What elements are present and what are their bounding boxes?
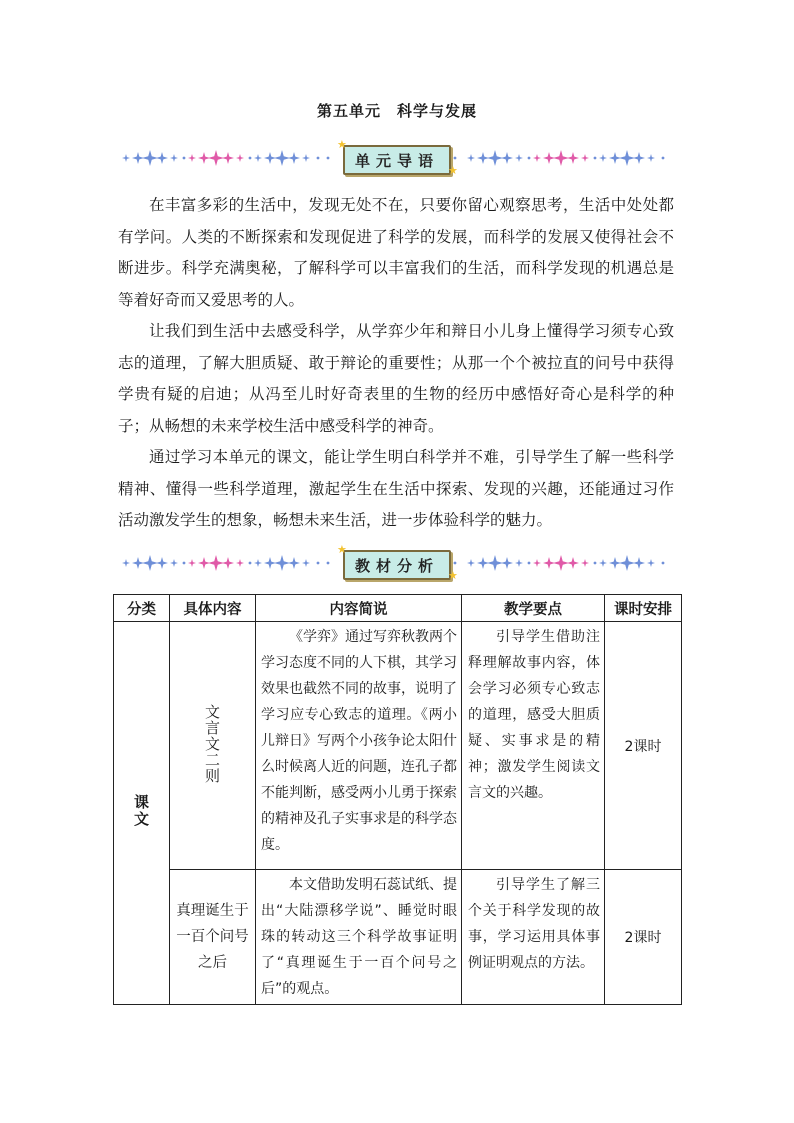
dot-icon <box>594 157 597 160</box>
dot-icon <box>662 562 665 565</box>
intro-banner <box>118 138 676 177</box>
header-content: 具体内容 <box>170 595 256 622</box>
sparkle-icon <box>156 557 168 569</box>
sparkle-icon <box>288 557 300 569</box>
header-category: 分类 <box>114 595 170 622</box>
dot-icon <box>183 157 186 160</box>
header-hours: 课时安排 <box>605 595 682 622</box>
dot-icon <box>317 157 320 160</box>
sparkle-icon <box>633 557 645 569</box>
unit-title: 第五单元 科学与发展 <box>316 102 477 120</box>
sparkle-icon <box>567 152 579 164</box>
sparkle-icon <box>188 559 196 567</box>
dot-icon <box>317 562 320 565</box>
hours-cell: 2课时 <box>605 622 682 870</box>
sparkle-icon <box>274 150 290 166</box>
analysis-badge <box>343 550 451 580</box>
sparkle-icon <box>599 154 607 162</box>
dot-icon <box>249 157 252 160</box>
points-cell: 引导学生借助注释理解故事内容，体会学习必须专心致志的道理，感受大胆质疑、实事求是的精神；激发学生阅读文言文的兴趣。 <box>462 622 605 870</box>
sparkle-icon <box>302 154 310 162</box>
analysis-banner <box>118 543 676 582</box>
hours-cell: 2课时 <box>605 870 682 1005</box>
sparkle-icon <box>467 154 475 162</box>
dot-icon <box>454 157 457 160</box>
sparkle-icon <box>567 557 579 569</box>
sparkle-icon <box>274 555 290 571</box>
intro-paragraph-1: 在丰富多彩的生活中，发现无处不在，只要你留心观察思考，生活中处处都有学问。人类的不断探索和发现促进了科学的发展，而科学的发展又使得社会不断进步。科学充满奥秘，了解科学可以丰富我们的生活，而科学发现的机遇总是等着好奇而又爱思考的人。 <box>118 196 674 309</box>
star-icon: ★ <box>337 543 347 556</box>
sparkle-icon <box>208 150 224 166</box>
sparkle-icon <box>633 152 645 164</box>
sparkle-icon <box>122 154 130 162</box>
content-cell: 真理诞生于一百个问号之后 <box>170 870 256 1005</box>
sparkle-icon <box>487 150 503 166</box>
sparkle-icon <box>647 154 655 162</box>
dot-icon <box>327 562 330 565</box>
sparkle-icon <box>501 152 513 164</box>
dot-icon <box>662 157 665 160</box>
dot-icon <box>454 562 457 565</box>
summary-cell: 《学弈》通过写弈秋教两个学习态度不同的人下棋，其学习效果也截然不同的故事，说明了学习应专心致志的道理。《两小儿辩日》写两个小孩争论太阳什么时候离人近的问题，连孔子都不能判断，感受两小儿勇于探索的精神及孔子实事求是的科学态度。 <box>256 622 462 870</box>
content-cell <box>170 622 256 870</box>
sparkle-icon <box>142 150 158 166</box>
sparkle-icon <box>222 557 234 569</box>
sparkle-icon <box>467 559 475 567</box>
dot-icon <box>327 157 330 160</box>
intro-badge <box>343 145 451 175</box>
sparkle-icon <box>647 559 655 567</box>
sparkle-icon <box>533 154 541 162</box>
sparkle-icon <box>619 555 635 571</box>
star-icon: ★ <box>448 164 458 177</box>
dot-icon <box>183 562 186 565</box>
sparkle-icon <box>170 154 178 162</box>
sparkle-icon <box>222 152 234 164</box>
sparkle-icon <box>236 154 244 162</box>
summary-cell: 本文借助发明石蕊试纸、提出“大陆漂移学说”、睡觉时眼珠的转动这三个科学故事证明了“真理诞生于一百个问号之后”的观点。 <box>256 870 462 1005</box>
table-row <box>114 870 682 1005</box>
category-label: 课文 <box>132 794 150 828</box>
intro-badge-label: 单元导语 <box>354 151 439 170</box>
sparkle-icon <box>142 555 158 571</box>
table-header-row <box>114 595 682 622</box>
category-cell <box>114 622 170 1005</box>
sparkle-icon <box>208 555 224 571</box>
content-label: 文言文二则 <box>203 703 221 784</box>
sparkle-icon <box>170 559 178 567</box>
star-icon: ★ <box>337 138 347 151</box>
points-cell: 引导学生了解三个关于科学发现的故事，学习运用具体事例证明观点的方法。 <box>462 870 605 1005</box>
sparkle-icon <box>599 559 607 567</box>
dot-icon <box>249 562 252 565</box>
sparkle-icon <box>581 154 589 162</box>
sparkle-icon <box>581 559 589 567</box>
sparkle-icon <box>156 152 168 164</box>
sparkle-icon <box>236 559 244 567</box>
sparkle-icon <box>254 559 262 567</box>
sparkle-icon <box>288 152 300 164</box>
sparkle-icon <box>122 559 130 567</box>
analysis-table <box>113 594 682 1005</box>
sparkle-icon <box>515 154 523 162</box>
analysis-badge-label: 教材分析 <box>354 556 439 575</box>
sparkle-icon <box>188 154 196 162</box>
sparkle-icon <box>553 555 569 571</box>
sparkle-icon <box>302 559 310 567</box>
table-row <box>114 622 682 870</box>
sparkle-icon <box>487 555 503 571</box>
sparkle-icon <box>533 559 541 567</box>
sparkle-icon <box>619 150 635 166</box>
dot-icon <box>594 562 597 565</box>
header-points: 教学要点 <box>462 595 605 622</box>
intro-paragraph-2: 让我们到生活中去感受科学，从学弈少年和辩日小儿身上懂得学习须专心致志的道理，了解大胆质疑、敢于辩论的重要性；从那一个个被拉直的问号中获得学贵有疑的启迪；从冯至儿时好奇表里的生物的经历中感悟好奇心是科学的种子；从畅想的未来学校生活中感受科学的神奇。 <box>118 322 674 435</box>
sparkle-icon <box>515 559 523 567</box>
header-summary: 内容简说 <box>256 595 462 622</box>
intro-paragraph-3: 通过学习本单元的课文，能让学生明白科学并不难，引导学生了解一些科学精神、懂得一些科学道理，激起学生在生活中探索、发现的兴趣，还能通过习作活动激发学生的想象，畅想未来生活，进一步体验科学的魅力。 <box>118 448 674 529</box>
dot-icon <box>528 157 531 160</box>
sparkle-icon <box>501 557 513 569</box>
star-icon: ★ <box>448 569 458 582</box>
sparkle-icon <box>254 154 262 162</box>
sparkle-icon <box>553 150 569 166</box>
dot-icon <box>528 562 531 565</box>
